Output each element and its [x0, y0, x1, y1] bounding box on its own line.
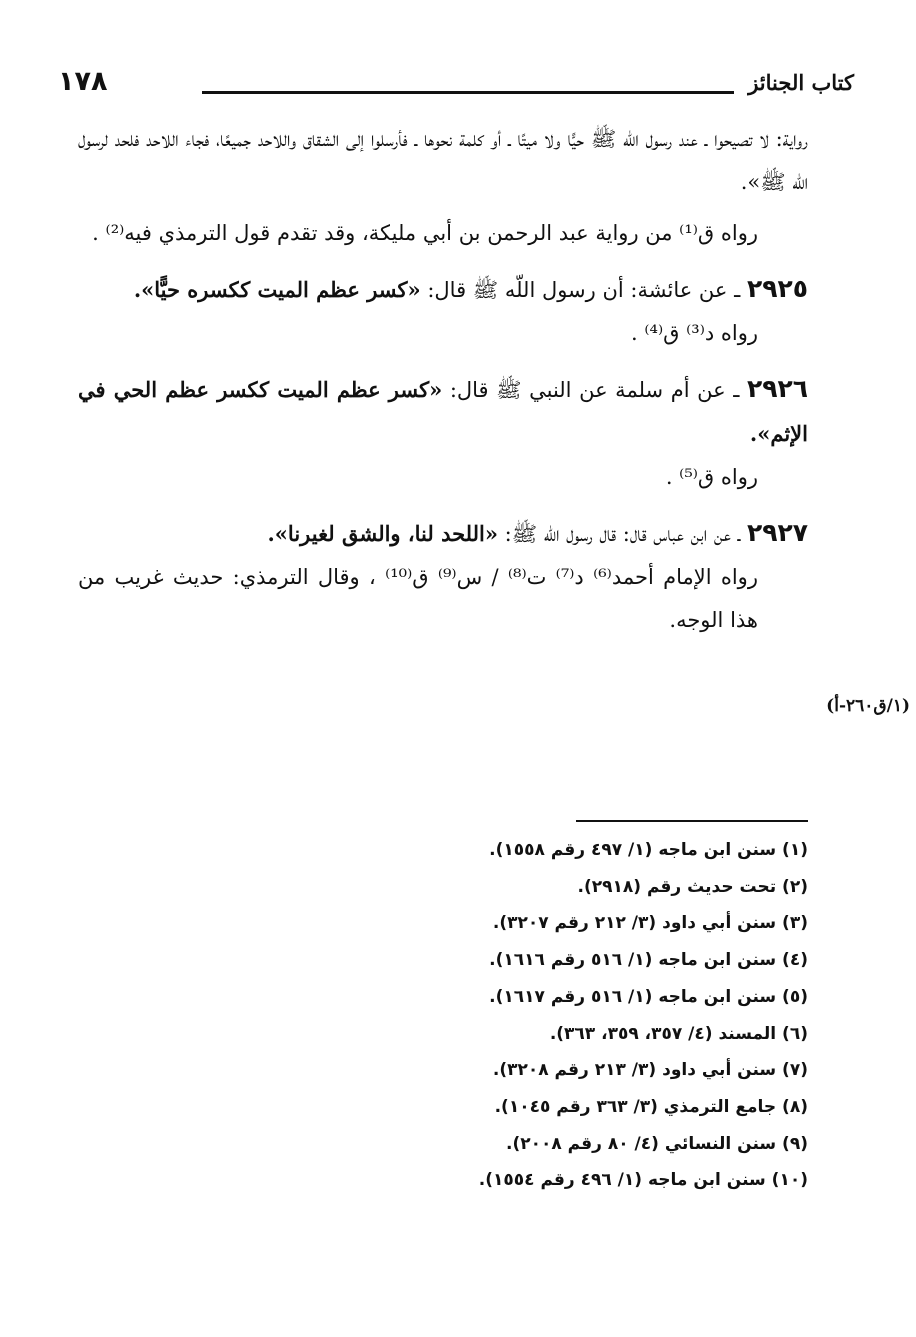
paragraph-continuation: رواية: لا تصيحوا ـ عند رسول اللّه ﷺ حيًّا ولا ميتًا ـ أو كلمة نحوها ـ فأرسلوا إلى الشقاق واللاحد جميعًا، فجاء اللاحد فلحد لرسول اللّه ﷺ».	[78, 127, 808, 194]
main-text	[78, 118, 808, 642]
footnote-item: (٩) سنن النسائي (٤/ ٨٠ رقم ٢٠٠٨).	[506, 1133, 808, 1154]
footnote-item: (٦) المسند (٤/ ٣٥٧، ٣٥٩، ٣٦٣).	[549, 1023, 808, 1044]
hadith-number: ٢٩٢٥	[746, 274, 808, 303]
hadith-intro: ـ عن ابن عباس قال: قال رسول اللّه ﷺ:	[498, 522, 747, 546]
footnotes	[479, 832, 808, 1199]
hadith-quote: «كسر عظم الميت ككسر عظم الحي في الإثم».	[78, 377, 808, 446]
hadith-quote: «اللحد لنا، والشق لغيرنا».	[267, 521, 498, 546]
paragraph-source-note: رواه ق⁽¹⁾ من رواية عبد الرحمن بن أبي مليكة، وقد تقدم قول الترمذي فيه⁽²⁾ .	[92, 221, 758, 245]
footnote-item: (٧) سنن أبي داود (٣/ ٢١٣ رقم ٣٢٠٨).	[492, 1060, 808, 1081]
hadith-number: ٢٩٢٦	[746, 374, 808, 403]
book-title: كتاب الجنائز	[748, 70, 854, 95]
footnote-item: (١٠) سنن ابن ماجه (١/ ٤٩٦ رقم ١٥٥٤).	[478, 1170, 808, 1191]
hadith-intro: ـ عن عائشة: أن رسول اللّه ﷺ قال:	[420, 278, 747, 302]
manuscript-margin-note: (١/ق٢٦٠-أ)	[826, 696, 910, 716]
hadith-2926-source: رواه ق⁽⁵⁾ .	[665, 465, 758, 489]
footnote-item: (٨) جامع الترمذي (٣/ ٣٦٣ رقم ١٠٤٥).	[494, 1096, 808, 1117]
page-number: ١٧٨	[58, 66, 108, 97]
footnote-rule	[576, 820, 808, 822]
page-header	[58, 66, 854, 106]
hadith-intro: ـ عن أم سلمة عن النبي ﷺ قال:	[442, 378, 747, 402]
hadith-2927-source: رواه الإمام أحمد⁽⁶⁾ د⁽⁷⁾ ت⁽⁸⁾ / س⁽⁹⁾ ق⁽¹⁰⁾ ، وقال الترمذي: حديث غريب من هذا الوجه.	[78, 565, 758, 632]
header-rule	[202, 91, 734, 94]
hadith-quote: «كسر عظم الميت ككسره حيًّا».	[133, 277, 421, 302]
hadith-number: ٢٩٢٧	[746, 518, 808, 547]
hadith-2926	[78, 367, 808, 456]
footnote-item: (٥) سنن ابن ماجه (١/ ٥١٦ رقم ١٦١٧).	[489, 986, 808, 1007]
footnote-item: (٣) سنن أبي داود (٣/ ٢١٢ رقم ٣٢٠٧).	[492, 913, 808, 934]
footnote-item: (٢) تحت حديث رقم (٢٩١٨).	[577, 876, 808, 897]
hadith-2925	[78, 267, 808, 312]
hadith-2927	[78, 511, 808, 556]
footnote-item: (٤) سنن ابن ماجه (١/ ٥١٦ رقم ١٦١٦).	[489, 950, 808, 971]
hadith-2925-source: رواه د⁽³⁾ ق⁽⁴⁾ .	[631, 321, 758, 345]
footnote-item: (١) سنن ابن ماجه (١/ ٤٩٧ رقم ١٥٥٨).	[489, 840, 808, 860]
